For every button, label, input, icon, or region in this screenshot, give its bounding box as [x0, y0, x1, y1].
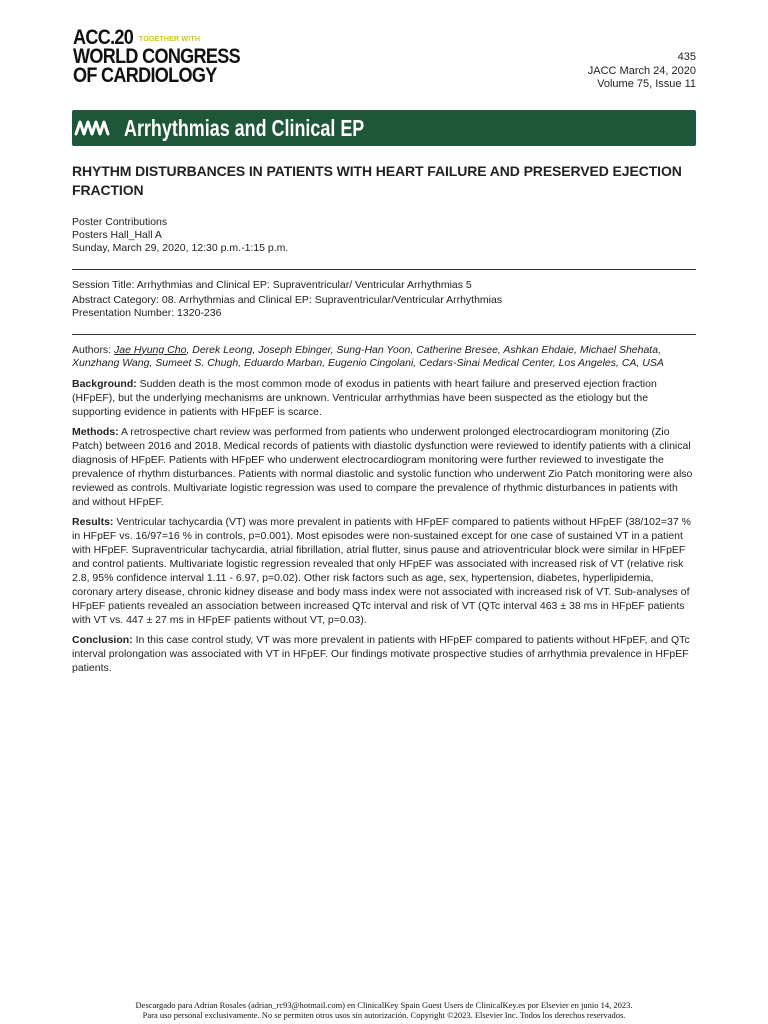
section-label: Conclusion: — [72, 633, 133, 646]
poster-info — [72, 216, 696, 255]
presentation-number: Presentation Number: 1320-236 — [72, 307, 222, 319]
section-text: Ventricular tachycardia (VT) was more prevalent in patients with HFpEF compared to patients without HFpEF (38/102=37 % in HFpEF vs. 16/97=16 % in controls, p=0.001). Most episodes were non-sustained except for one case of sustained VT in a patient with HFpEF. Supraventricular tachycardia, atrial fibrillation, atrial flutter, sinus pause and atrioventricular block were similar in HFpEF and control patients. Multivariate logistic regression revealed that only HFpEF was associated with increased risk of VT (relative risk 2.8, 95% confidence interval 1.11 - 6.97, p=0.02). Other risk factors such as age, sex, hypertension, diabetes, hyperlipidemia, coronary artery disease, chronic kidney disease and body mass index were not associated with increased risk of VT. Sub-analyses of HFpEF patients revealed an association between increased QTc interval and risk of VT (QTc interval 463 ± 38 ms in HFpEF patients with VT vs. 447 ± 27 ms in HFpEF patients without VT, p=0.03). — [72, 515, 691, 626]
divider — [72, 334, 696, 335]
congress-logo — [73, 28, 273, 85]
session-title: Session Title: Arrhythmias and Clinical EP: Supraventricular/ Ventricular Arrhythmias 5 — [72, 279, 472, 291]
section-text: A retrospective chart review was performed from patients who underwent prolonged electrocardiogram monitoring (Zio Patch) between 2016 and 2018. Medical records of patients with diastolic dysfunction were reviewed to identify patients with a clinical diagnosis of HFpEF. Patients with HFpEF who underwent electrocardiogram monitoring were further reviewed to investigate the prevalence of rhythm disturbances. Patients with normal diastolic and systolic function who underwent Zio Patch monitoring were also reviewed as controls. Multivariate logistic regression was used to compare the prevalence of rhythmic disturbances in patients with and without HFpEF. — [72, 425, 693, 508]
article — [72, 162, 696, 675]
ecg-wave-icon — [74, 112, 112, 144]
session-info — [72, 279, 696, 321]
logo-tagline: TOGETHER WITH — [138, 36, 201, 43]
authors — [72, 344, 696, 371]
article-title: RHYTHM DISTURBANCES IN PATIENTS WITH HEART FAILURE AND PRESERVED EJECTION FRACTION — [72, 163, 682, 198]
journal-meta — [588, 51, 696, 92]
info-line: Posters Hall_Hall A — [72, 229, 162, 241]
page-number: 435 — [677, 51, 696, 63]
conclusion-section — [72, 633, 696, 675]
footer-line-1: Descargado para Adrian Rosales (adrian_rc93@hotmail.com) en ClinicalKey Spain Guest Users de ClinicalKey.es por Elsevier en junio 14, 2023. — [135, 1000, 633, 1010]
results-section — [72, 515, 696, 627]
logo-line-1: ACC.20 — [73, 26, 134, 49]
first-author-link[interactable]: Jae Hyung Cho — [114, 343, 187, 356]
journal-date: JACC March 24, 2020 — [587, 64, 696, 77]
download-footer — [0, 1000, 768, 1020]
authors-label: Authors: — [72, 343, 112, 356]
section-banner — [72, 110, 696, 146]
section-label: Results: — [72, 515, 114, 528]
info-line: Poster Contributions — [72, 216, 168, 228]
background-section — [72, 377, 696, 419]
divider — [72, 269, 696, 270]
methods-section — [72, 425, 696, 509]
journal-volume: Volume 75, Issue 11 — [597, 78, 696, 90]
section-text: Sudden death is the most common mode of exodus in patients with heart failure and preserved ejection fraction (HFpEF), but the underlying mechanisms are unknown. Ventricular arrhythmias have been suspected as the etiology but the supporting evidence in patients with HFpEF is scarce. — [72, 377, 657, 418]
section-label: Methods: — [72, 425, 119, 438]
section-text: In this case control study, VT was more prevalent in patients with HFpEF compared to patients without HFpEF, and QTc interval prolongation was associated with VT in HFpEF. Our findings motivate prospective studies of arrhythmia prevalence in HFpEF patients. — [72, 633, 690, 674]
banner-title: Arrhythmias and Clinical EP — [124, 115, 365, 141]
logo-line-3: OF CARDIOLOGY — [73, 64, 217, 87]
logo-line-2: WORLD CONGRESS — [73, 45, 240, 68]
info-line: Sunday, March 29, 2020, 12:30 p.m.-1:15 p.m. — [72, 242, 289, 254]
section-label: Background: — [72, 377, 137, 390]
abstract-category: Abstract Category: 08. Arrhythmias and Clinical EP: Supraventricular/Ventricular Arrhythmias — [72, 293, 503, 306]
other-authors: , Derek Leong, Joseph Ebinger, Sung-Han Yoon, Catherine Bresee, Ashkan Ehdaie, Michael Shehata, Xunzhang Wang, Sumeet S. Chugh, Eduardo Marban, Eugenio Cingolani, Cedars-Sinai Medical Center, Los Angeles, CA, USA — [72, 343, 664, 369]
footer-line-2: Para uso personal exclusivamente. No se permiten otros usos sin autorización. Copyright ©2023. Elsevier Inc. Todos los derechos reservados. — [142, 1010, 626, 1020]
